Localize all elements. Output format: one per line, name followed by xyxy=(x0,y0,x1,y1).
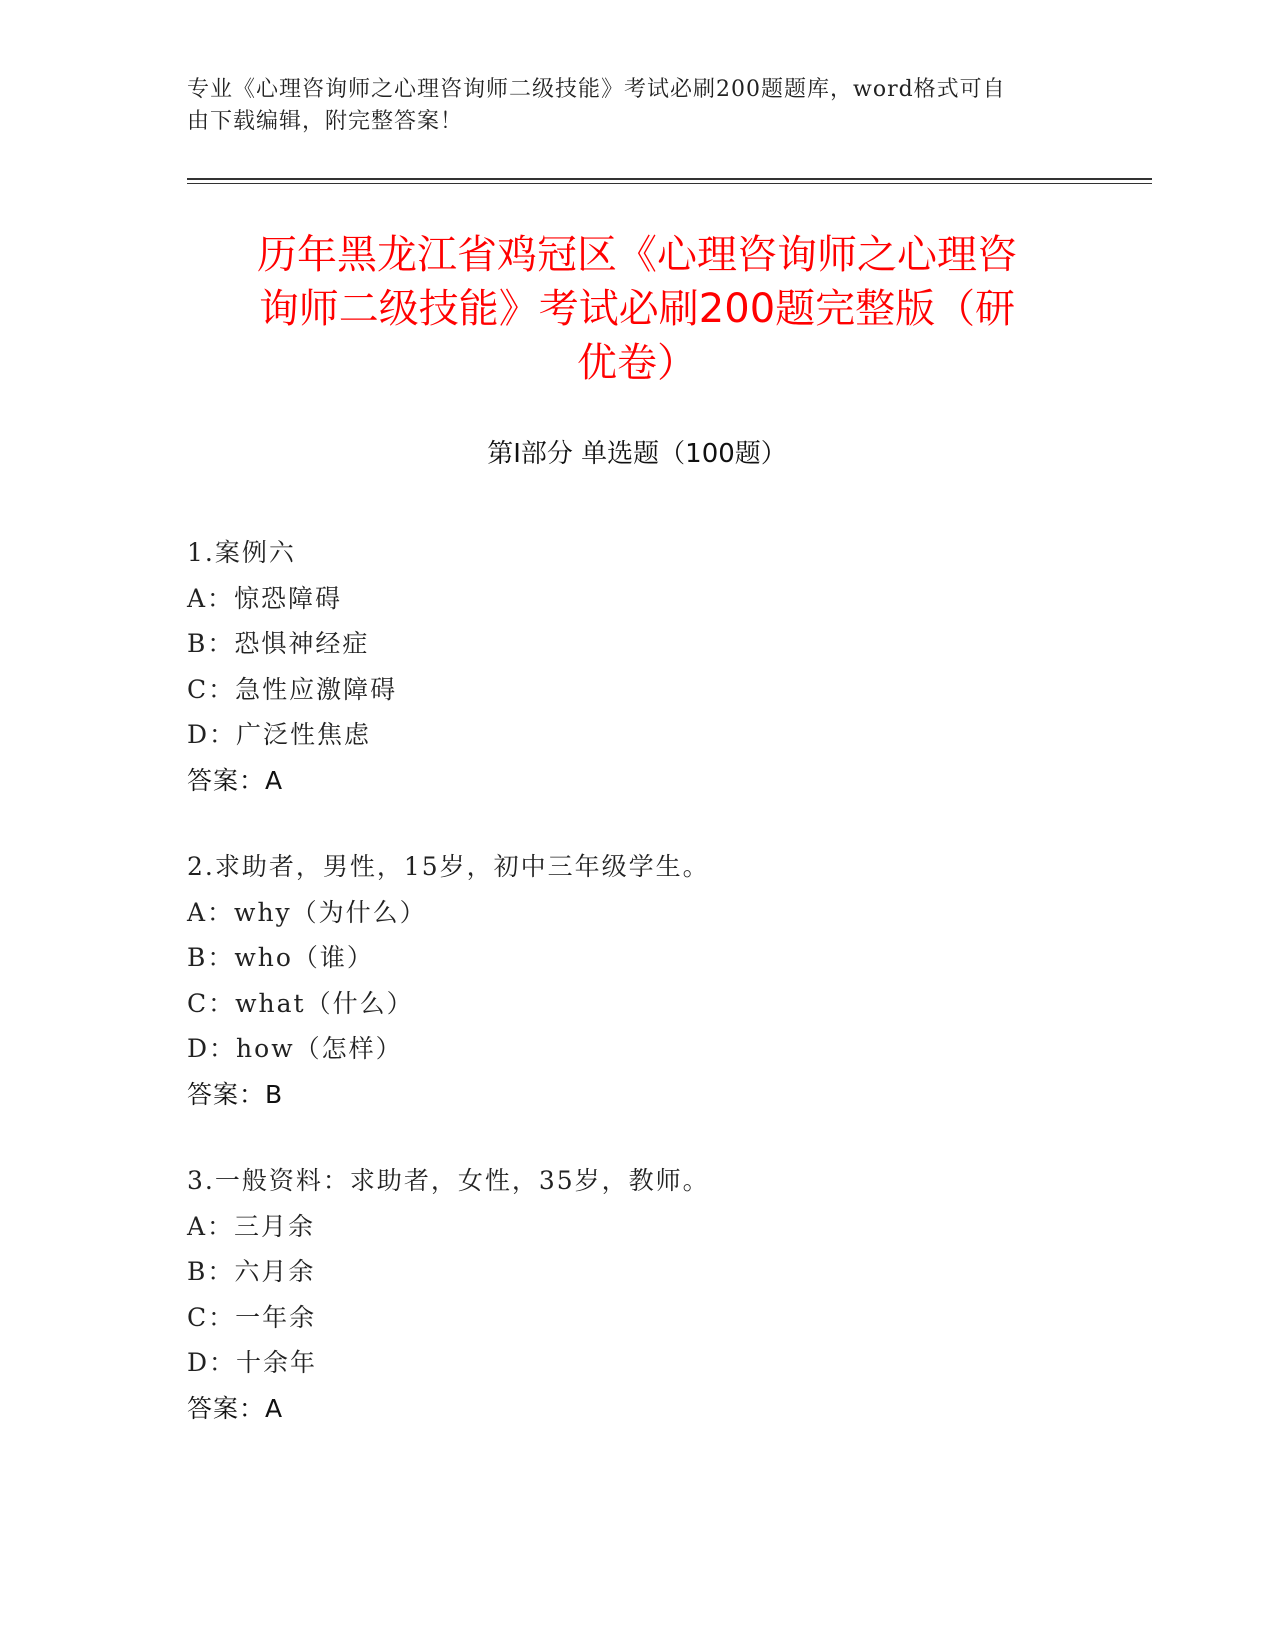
option-c: C：what（什么） xyxy=(187,988,414,1018)
header-divider xyxy=(187,178,1152,180)
question-item xyxy=(187,1158,1087,1431)
header-divider-thin xyxy=(187,183,1152,184)
document-title-line: 优卷） xyxy=(577,340,697,386)
option-b: B：六月余 xyxy=(187,1257,316,1286)
header-note xyxy=(187,74,1077,138)
option-b: B：恐惧神经症 xyxy=(187,629,370,658)
option-a: A：why（为什么） xyxy=(187,897,427,927)
document-title-line: 历年黑龙江省鸡冠区《心理咨询师之心理咨 xyxy=(257,232,1017,278)
question-stem: 1.案例六 xyxy=(187,538,296,567)
question-item xyxy=(187,844,1087,1117)
option-a: A：三月余 xyxy=(187,1211,316,1241)
section-title: 第Ⅰ部分 单选题（100题） xyxy=(487,439,787,469)
option-d: D：how（怎样） xyxy=(187,1034,403,1063)
option-d: D：十余年 xyxy=(187,1348,318,1377)
answer: 答案：A xyxy=(187,1393,284,1423)
question-stem: 3.一般资料：求助者，女性，35岁，教师。 xyxy=(187,1166,710,1195)
option-d: D：广泛性焦虑 xyxy=(187,720,372,749)
question-list xyxy=(187,530,1087,1472)
document-title xyxy=(187,228,1087,390)
document-title-line: 询师二级技能》考试必刷200题完整版（研 xyxy=(258,286,1016,332)
answer: 答案：A xyxy=(187,765,284,795)
option-b: B：who（谁） xyxy=(187,943,374,972)
header-note-line: 由下载编辑，附完整答案！ xyxy=(187,109,464,134)
header-note-line: 专业《心理咨询师之心理咨询师二级技能》考试必刷200题题库，word格式可自 xyxy=(187,77,1006,102)
option-a: A：惊恐障碍 xyxy=(187,583,343,613)
question-stem: 2.求助者，男性，15岁，初中三年级学生。 xyxy=(187,852,710,881)
answer: 答案：B xyxy=(187,1079,284,1109)
option-c: C：急性应激障碍 xyxy=(187,674,398,704)
option-c: C：一年余 xyxy=(187,1302,317,1332)
question-item xyxy=(187,530,1087,803)
